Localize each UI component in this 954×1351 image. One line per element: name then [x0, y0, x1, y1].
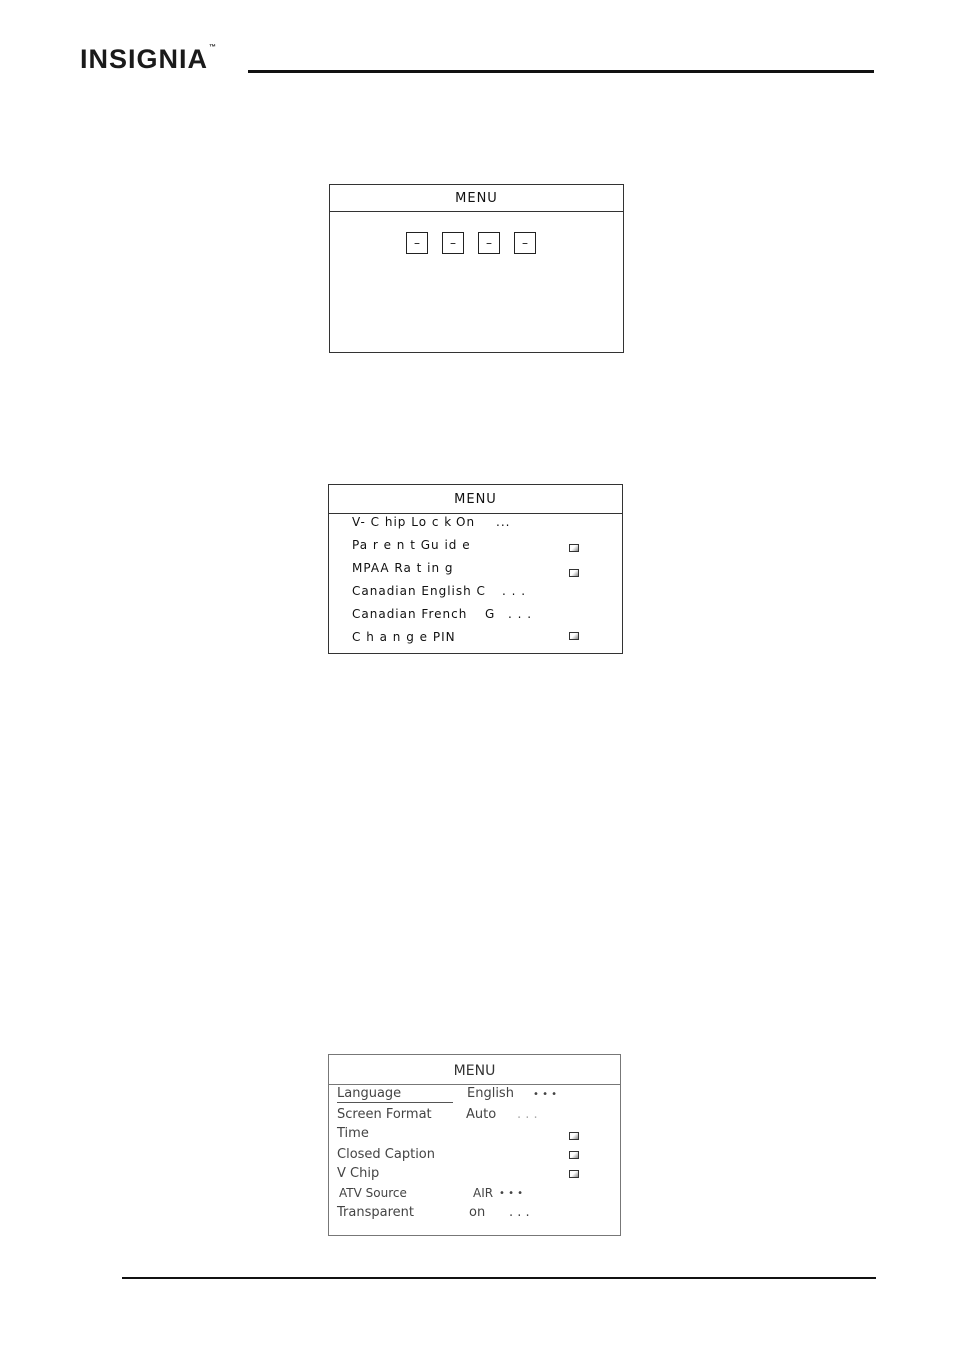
- item-value: on: [469, 1205, 486, 1220]
- more-indicator: • • •: [499, 1188, 524, 1199]
- item-value: On: [456, 515, 476, 529]
- item-label: Time: [337, 1126, 369, 1141]
- item-label: Screen Format: [337, 1107, 432, 1122]
- menu-title: MENU: [329, 1055, 620, 1085]
- item-label: V Chip: [337, 1166, 380, 1181]
- item-label: Language: [337, 1086, 402, 1101]
- setup-menu: [328, 1054, 621, 1236]
- pin-entry-menu: [329, 184, 624, 353]
- more-indicator: ...: [496, 515, 511, 529]
- menu-item-vchip-lock[interactable]: [352, 515, 511, 529]
- item-value: Auto: [466, 1107, 497, 1122]
- menu-item-parent-guide[interactable]: [352, 538, 471, 552]
- menu-item-closed-caption[interactable]: [337, 1147, 435, 1162]
- vchip-menu: [328, 484, 623, 654]
- item-label: Closed Caption: [337, 1147, 435, 1162]
- menu-item-mpaa-rating[interactable]: [352, 561, 454, 575]
- item-label: V- C hip Lo c k: [352, 515, 453, 529]
- menu-item-change-pin[interactable]: [352, 630, 456, 644]
- pin-digit-3[interactable]: –: [478, 232, 500, 254]
- pin-entry-row: [406, 232, 536, 254]
- menu-item-transparent[interactable]: [337, 1205, 530, 1220]
- brand-name: INSIGNIA: [80, 44, 209, 74]
- item-value: AIR: [473, 1186, 494, 1200]
- header-rule: [248, 70, 874, 73]
- submenu-arrow-icon: [569, 544, 579, 552]
- menu-item-atv-source[interactable]: [339, 1186, 524, 1200]
- submenu-arrow-icon: [569, 1132, 579, 1140]
- menu-item-screen-format[interactable]: [337, 1107, 538, 1122]
- item-value: English: [467, 1086, 514, 1101]
- more-indicator: . . .: [509, 1205, 530, 1220]
- footer-rule: [122, 1277, 876, 1279]
- pin-digit-4[interactable]: –: [514, 232, 536, 254]
- item-value: G: [485, 607, 496, 621]
- menu-item-language[interactable]: [337, 1086, 558, 1101]
- more-indicator: . . .: [508, 607, 533, 621]
- trademark-symbol: ™: [209, 44, 218, 51]
- menu-title: MENU: [330, 185, 623, 212]
- submenu-arrow-icon: [569, 569, 579, 577]
- pin-digit-1[interactable]: –: [406, 232, 428, 254]
- more-indicator: • • •: [533, 1089, 558, 1100]
- item-label: Canadian French: [352, 607, 468, 621]
- insignia-logo: [80, 44, 217, 75]
- menu-item-time[interactable]: [337, 1126, 369, 1141]
- item-label: Canadian English C: [352, 584, 486, 598]
- pin-digit-2[interactable]: –: [442, 232, 464, 254]
- selection-underline: [337, 1102, 453, 1103]
- menu-title: MENU: [329, 485, 622, 514]
- menu-item-canadian-french[interactable]: [352, 607, 533, 621]
- item-label: ATV Source: [339, 1186, 407, 1200]
- submenu-arrow-icon: [569, 632, 579, 640]
- item-label: Transparent: [337, 1205, 414, 1220]
- submenu-arrow-icon: [569, 1151, 579, 1159]
- more-indicator: . . .: [517, 1107, 538, 1122]
- more-indicator: . . .: [502, 584, 527, 598]
- menu-item-canadian-english[interactable]: [352, 584, 527, 598]
- item-label: C h a n g e PIN: [352, 630, 456, 644]
- item-label: MPAA Ra t in g: [352, 561, 454, 575]
- menu-item-v-chip[interactable]: [337, 1166, 379, 1181]
- submenu-arrow-icon: [569, 1170, 579, 1178]
- item-label: Pa r e n t Gu id e: [352, 538, 471, 552]
